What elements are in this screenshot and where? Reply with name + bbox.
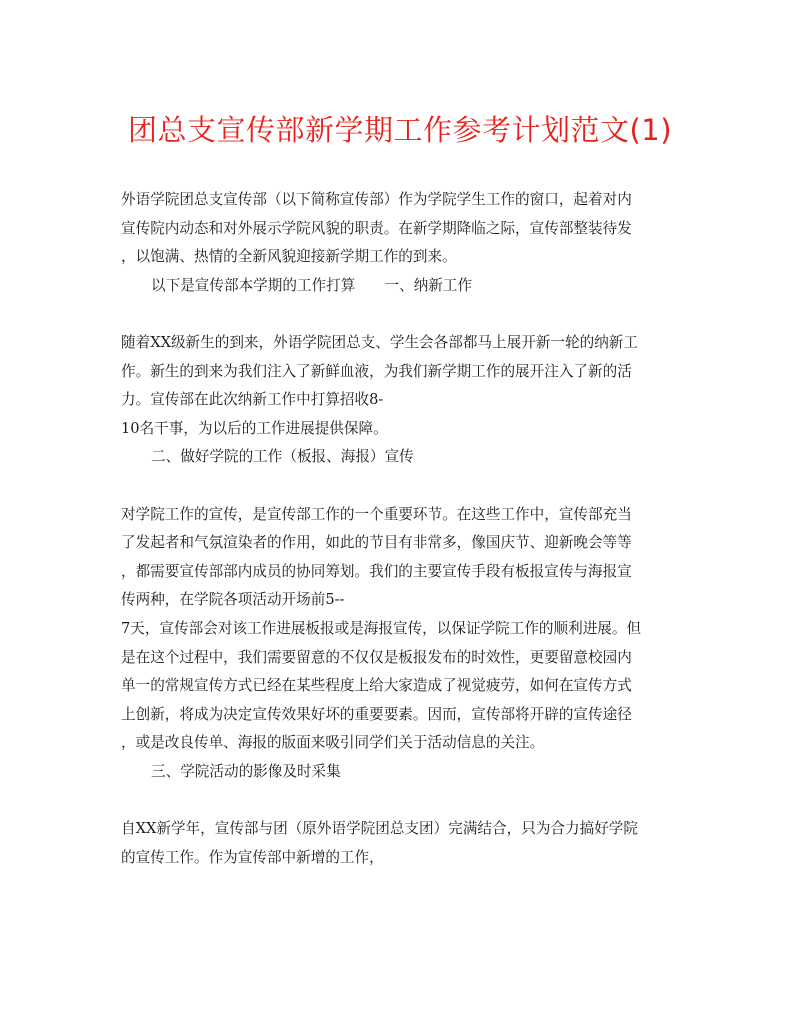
text-line: ，以饱满、热情的全新风貌迎接新学期工作的到来。 bbox=[121, 248, 457, 266]
text-line: 传两种，在学院各项活动开场前5-- bbox=[121, 591, 345, 609]
text-line: 的宣传工作。作为宣传部中新增的工作， bbox=[121, 848, 384, 866]
paragraph-intro bbox=[121, 186, 691, 272]
paragraph-recruitment bbox=[121, 329, 691, 443]
text-line: 随着XX级新生的到来，外语学院团总支、学生会各部都马上展开新一轮的纳新工 bbox=[121, 333, 638, 351]
text-line: 力。宣传部在此次纳新工作中打算招收8- bbox=[121, 391, 384, 409]
text-line: 外语学院团总支宣传部（以下简称宣传部）作为学院学生工作的窗口，起着对内 bbox=[121, 191, 632, 208]
paragraph-publicity bbox=[121, 501, 691, 758]
text-line: 上创新，将成为决定宣传效果好坏的重要要素。因而，宣传部将开辟的宣传途径 bbox=[121, 705, 632, 723]
text-line: 7天，宣传部会对该工作进展板报或是海报宣传，以保证学院工作的顺利进展。但 bbox=[121, 619, 642, 637]
section-heading-media: 三、学院活动的影像及时采集 bbox=[151, 762, 341, 780]
text-line: 自XX新学年，宣传部与团（原外语学院团总支团）完满结合，只为合力搞好学院 bbox=[121, 820, 638, 838]
text-line: 对学院工作的宣传，是宣传部工作的一个重要环节。在这些工作中，宣传部充当 bbox=[121, 505, 632, 523]
paragraph-gap bbox=[121, 472, 691, 501]
paragraph-gap bbox=[121, 786, 691, 815]
text-line: 宣传院内动态和对外展示学院风貌的职责。在新学期降临之际，宣传部整装待发 bbox=[121, 219, 632, 237]
text-line: 10名干事，为以后的工作进展提供保障。 bbox=[121, 419, 388, 437]
text-line: 作。新生的到来为我们注入了新鲜血液，为我们新学期工作的展开注入了新的活 bbox=[121, 362, 632, 380]
text-line: ，都需要宣传部部内成员的协同筹划。我们的主要宣传手段有板报宣传与海报宣 bbox=[121, 562, 632, 580]
paragraph-media bbox=[121, 815, 691, 872]
document-title: 团总支宣传部新学期工作参考计划范文(1) bbox=[127, 113, 673, 147]
paragraph-plan-heading bbox=[121, 272, 691, 301]
section-heading-recruitment: 以下是宣传部本学期的工作打算 一、纳新工作 bbox=[151, 276, 473, 294]
text-line: ，或是改良传单、海报的版面来吸引同学们关于活动信息的关注。 bbox=[121, 734, 545, 752]
text-line: 单一的常规宣传方式已经在某些程度上给大家造成了视觉疲劳，如何在宣传方式 bbox=[121, 677, 632, 695]
section-heading-publicity: 二、做好学院的工作（板报、海报）宣传 bbox=[151, 448, 414, 466]
text-line: 是在这个过程中，我们需要留意的不仅仅是板报发布的时效性，更要留意校园内 bbox=[121, 648, 632, 666]
paragraph-section-two bbox=[121, 443, 691, 472]
text-line: 了发起者和气氛渲染者的作用，如此的节目有非常多，像国庆节、迎新晚会等等 bbox=[121, 534, 632, 552]
paragraph-section-three bbox=[121, 758, 691, 787]
paragraph-gap bbox=[121, 300, 691, 329]
document-body bbox=[121, 186, 691, 872]
